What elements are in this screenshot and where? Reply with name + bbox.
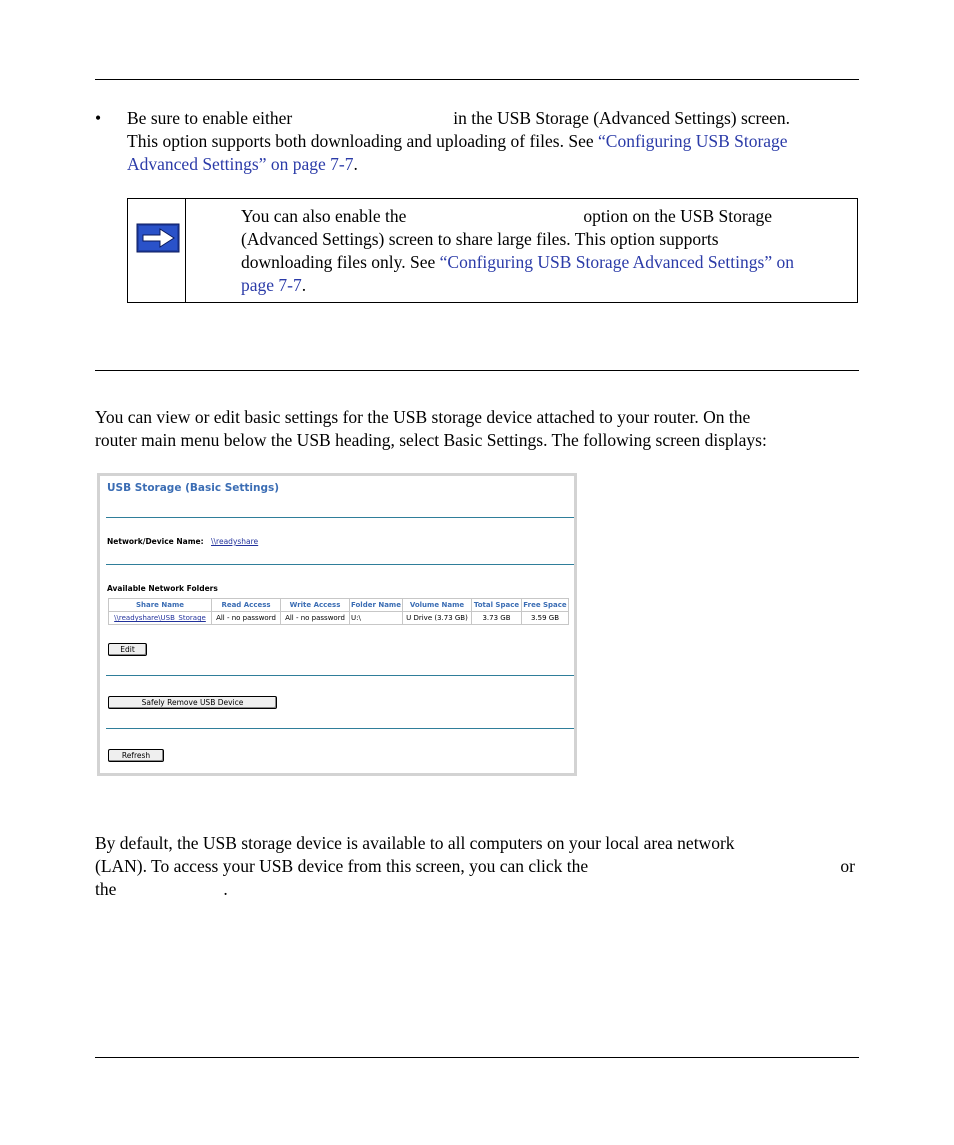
free-space-cell: 3.59 GB: [521, 612, 568, 625]
column-free-space: Free Space: [521, 599, 568, 612]
screen-separator: [106, 517, 574, 518]
table-row: [109, 612, 569, 625]
folder-name-cell: U:\: [350, 612, 403, 625]
bullet-line-1-end: in the USB Storage (Advanced Settings) screen.: [453, 108, 791, 128]
outro-line-2-end: or: [840, 856, 855, 876]
edit-button[interactable]: Edit: [108, 643, 147, 656]
folders-label: Available Network Folders: [107, 584, 218, 593]
table-header-row: [109, 599, 569, 612]
screen-separator: [106, 564, 574, 565]
column-volume-name: Volume Name: [402, 599, 471, 612]
refresh-button[interactable]: Refresh: [108, 749, 164, 762]
outro-line-3-start: the: [95, 879, 117, 899]
advanced-settings-link-page[interactable]: Advanced Settings” on page 7-7: [127, 154, 354, 174]
note-line-1-end: option on the USB Storage: [583, 206, 773, 226]
network-folders-table: [108, 598, 569, 625]
advanced-settings-link[interactable]: “Configuring USB Storage: [598, 131, 788, 151]
note-box: [127, 198, 858, 303]
column-folder-name: Folder Name: [350, 599, 403, 612]
write-access-cell: All - no password: [281, 612, 350, 625]
total-space-cell: 3.73 GB: [471, 612, 521, 625]
note-line-3-text: downloading files only. See: [241, 252, 440, 272]
footer-rule: [95, 1057, 859, 1058]
bullet-line-2: [127, 130, 788, 153]
header-rule: [95, 79, 859, 80]
screen-separator: [106, 675, 574, 676]
safely-remove-usb-button[interactable]: Safely Remove USB Device: [108, 696, 277, 709]
outro-line-2-start: (LAN). To access your USB device from this screen, you can click the: [95, 856, 589, 876]
note-line-3: [241, 251, 794, 274]
column-read-access: Read Access: [212, 599, 281, 612]
note-line-4-end: .: [301, 275, 307, 295]
device-name-link[interactable]: \\readyshare: [211, 537, 259, 546]
read-access-cell: All - no password: [212, 612, 281, 625]
usb-basic-settings-screen: [97, 473, 577, 776]
note-page-link[interactable]: page 7-7: [241, 275, 302, 295]
outro-line-2: [95, 855, 855, 878]
intro-line-1: You can view or edit basic settings for the USB storage device attached to your router. On the: [95, 407, 751, 427]
column-share-name: Share Name: [109, 599, 212, 612]
intro-line-2: router main menu below the USB heading, select Basic Settings. The following screen displays:: [95, 430, 767, 450]
bullet-line-3: [127, 153, 358, 176]
note-advanced-settings-link[interactable]: “Configuring USB Storage Advanced Settings” on: [439, 252, 794, 272]
volume-name-cell: U Drive (3.73 GB): [402, 612, 471, 625]
share-name-link[interactable]: \\readyshare\USB_Storage: [109, 612, 212, 625]
note-line-1-start: You can also enable the: [241, 206, 407, 226]
arrow-right-icon: [136, 223, 180, 253]
outro-line-3: [95, 878, 228, 901]
bullet-line-1-start: Be sure to enable either: [127, 108, 293, 128]
note-line-2: (Advanced Settings) screen to share large files. This option supports: [241, 229, 719, 249]
outro-line-1: By default, the USB storage device is available to all computers on your local area network: [95, 833, 735, 853]
note-divider: [185, 199, 186, 302]
bullet-marker: •: [95, 108, 102, 128]
outro-line-3-end: .: [223, 879, 228, 899]
column-write-access: Write Access: [281, 599, 350, 612]
bullet-line-1: [127, 107, 790, 130]
bullet-line-3-end: .: [353, 154, 358, 174]
bullet-line-2-text: This option supports both downloading and uploading of files. See: [127, 131, 598, 151]
note-line-4: [241, 274, 306, 297]
screen-separator: [106, 728, 574, 729]
device-name-label: Network/Device Name:: [107, 537, 204, 546]
screen-title: USB Storage (Basic Settings): [107, 482, 280, 494]
column-total-space: Total Space: [471, 599, 521, 612]
section-rule: [95, 370, 859, 371]
note-line-1: [241, 205, 772, 228]
